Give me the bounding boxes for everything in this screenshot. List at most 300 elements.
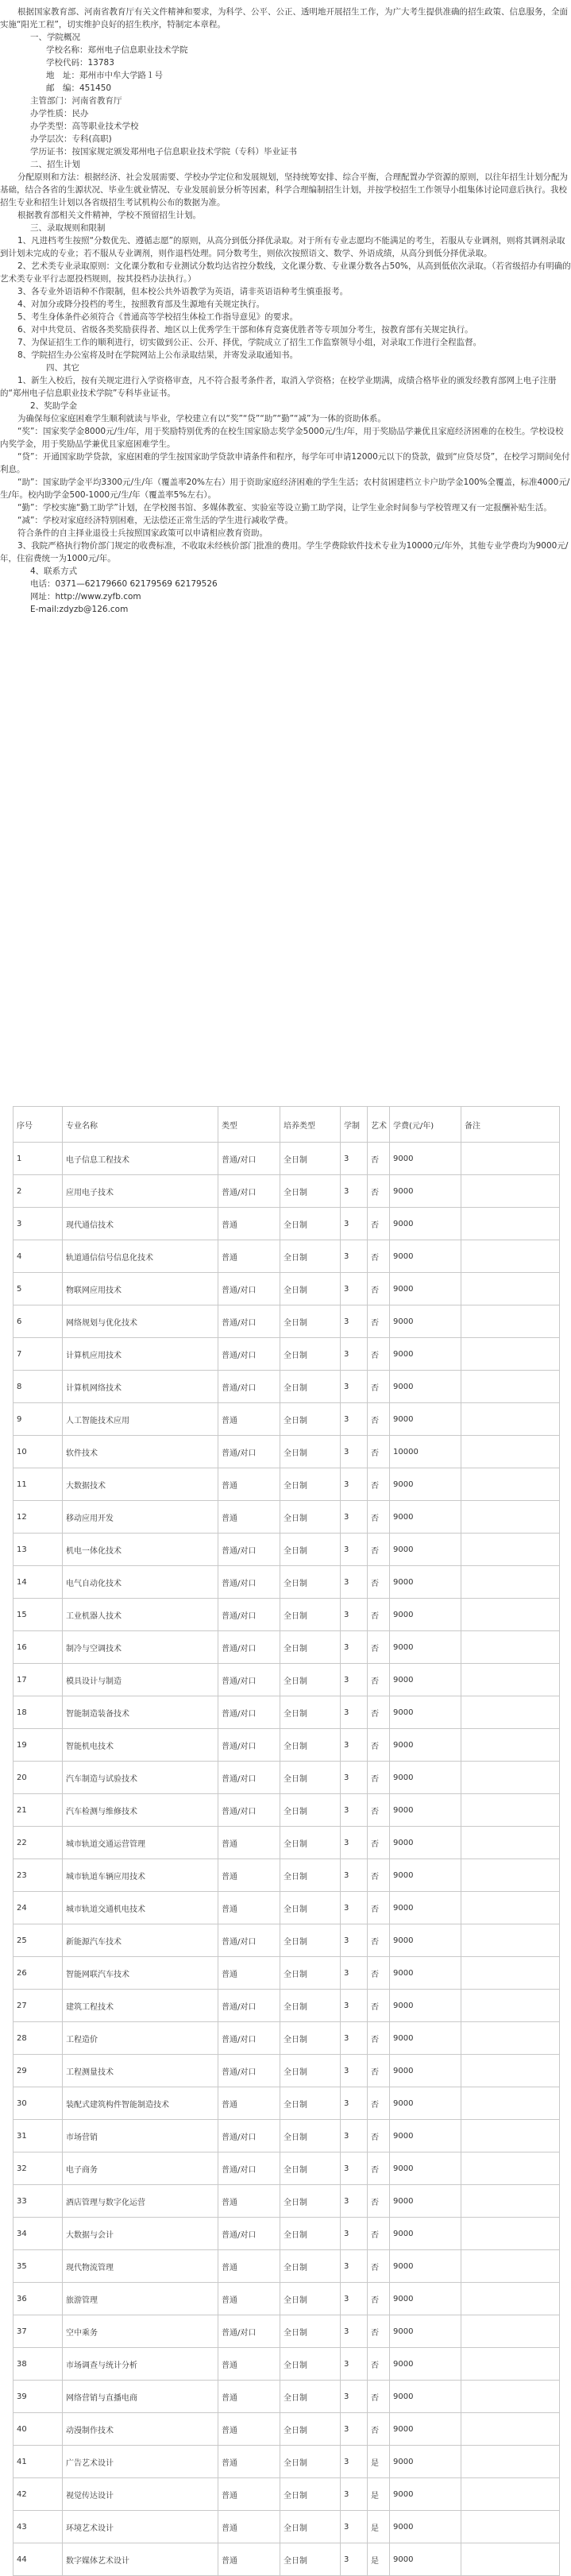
cell-study-mode: 全日制 [280,2381,341,2413]
cell-study-mode: 全日制 [280,1859,341,1892]
cell-duration: 3 [341,2218,368,2250]
cell-tuition: 9000 [390,2478,461,2511]
cell-remark [461,1631,560,1664]
cell-tuition: 9000 [390,1175,461,1208]
cell-remark [461,2250,560,2283]
table-row [14,2511,560,2543]
cell-duration: 3 [341,1664,368,1696]
cell-tuition: 9000 [390,1468,461,1501]
table-row [14,1729,560,1762]
cell-remark [461,2218,560,2250]
cell-tuition: 9000 [390,1729,461,1762]
cell-major-name: 城市轨道车辆应用技术 [63,1859,218,1892]
cell-tuition: 9000 [390,2087,461,2120]
cell-duration: 3 [341,1762,368,1794]
scholarship-paragraph: “助”：国家助学金平均3300元/生/年（覆盖率20%左右）用于资助家庭经济困难的学生生活；农村贫困建档立卡户助学金100%全覆盖，标准4000元/生/年。校内助学金500-1000元/生/年（覆盖率5%左右）。 [0,478,570,500]
cell-major-name: 计算机网络技术 [63,1371,218,1403]
cell-remark [461,1599,560,1631]
cell-index: 18 [14,1696,63,1729]
cell-duration: 3 [341,1468,368,1501]
cell-study-mode: 全日制 [280,1371,341,1403]
column-header: 培养类型 [280,1107,341,1143]
table-row [14,1924,560,1957]
cell-major-name: 大数据技术 [63,1468,218,1501]
cell-category: 普通/对口 [218,1305,280,1338]
cell-index: 38 [14,2348,63,2381]
cell-art: 否 [368,2152,390,2185]
school-address: 地 址：郑州市中牟大学路１号 [46,71,163,80]
table-row [14,1631,560,1664]
cell-duration: 3 [341,1534,368,1566]
cell-major-name: 机电一体化技术 [63,1534,218,1566]
cell-study-mode: 全日制 [280,2511,341,2543]
rule-item: 6、对中共党员、省级各类奖励获得者、地区以上优秀学生干部和体育竞赛优胜者等专项加分考生，按教育部有关规定执行。 [17,325,473,335]
cell-duration: 3 [341,1240,368,1273]
table-row [14,1990,560,2022]
cell-major-name: 大数据与会计 [63,2218,218,2250]
cell-duration: 3 [341,1924,368,1957]
cell-study-mode: 全日制 [280,1892,341,1924]
cell-category: 普通 [218,2543,280,2576]
cell-tuition: 9000 [390,2250,461,2283]
cell-study-mode: 全日制 [280,1338,341,1371]
cell-index: 44 [14,2543,63,2576]
cell-art: 否 [368,1501,390,1534]
cell-duration: 3 [341,1305,368,1338]
cell-category: 普通/对口 [218,2152,280,2185]
cell-study-mode: 全日制 [280,1208,341,1240]
cell-duration: 3 [341,2543,368,2576]
cell-duration: 3 [341,1403,368,1436]
cell-remark [461,1729,560,1762]
cell-category: 普通/对口 [218,1566,280,1599]
cell-category: 普通/对口 [218,1990,280,2022]
cell-duration: 3 [341,2446,368,2478]
cell-category: 普通/对口 [218,1338,280,1371]
cell-category: 普通/对口 [218,2022,280,2055]
scholarship-paragraph: 符合条件的自主择业退役士兵按照国家政策可以申请相应教育资助。 [17,528,268,538]
table-row [14,1696,560,1729]
cell-tuition: 9000 [390,1566,461,1599]
school-department: 主管部门：河南省教育厅 [30,96,122,106]
cell-study-mode: 全日制 [280,2218,341,2250]
cell-study-mode: 全日制 [280,1175,341,1208]
cell-major-name: 数字媒体艺术设计 [63,2543,218,2576]
cell-duration: 3 [341,1273,368,1305]
scholarship-paragraph: 为确保每位家庭困难学生顺利就读与毕业，学校建立有以“奖”“贷”“助”“勤”“减”为一体的资助体系。 [17,414,386,424]
section-heading-plan: 二、招生计划 [30,160,80,169]
cell-category: 普通 [218,2381,280,2413]
table-row [14,2446,560,2478]
cell-major-name: 市场营销 [63,2120,218,2152]
cell-major-name: 装配式建筑构件智能制造技术 [63,2087,218,2120]
cell-major-name: 城市轨道交通机电技术 [63,1892,218,1924]
cell-art: 是 [368,2478,390,2511]
cell-index: 32 [14,2152,63,2185]
cell-remark [461,1859,560,1892]
cell-category: 普通/对口 [218,1371,280,1403]
cell-study-mode: 全日制 [280,2185,341,2218]
cell-category: 普通 [218,2250,280,2283]
cell-major-name: 酒店管理与数字化运营 [63,2185,218,2218]
cell-tuition: 9000 [390,1240,461,1273]
section-heading-overview: 一、学院概况 [30,33,80,42]
cell-category: 普通/对口 [218,1631,280,1664]
column-header: 专业名称 [63,1107,218,1143]
cell-remark [461,2087,560,2120]
cell-index: 24 [14,1892,63,1924]
table-row [14,1208,560,1240]
cell-major-name: 网络营销与直播电商 [63,2381,218,2413]
cell-index: 11 [14,1468,63,1501]
cell-study-mode: 全日制 [280,1305,341,1338]
cell-remark [461,1305,560,1338]
cell-duration: 3 [341,1990,368,2022]
cell-duration: 3 [341,2511,368,2543]
cell-art: 否 [368,2413,390,2446]
cell-major-name: 电子信息工程技术 [63,1143,218,1175]
cell-study-mode: 全日制 [280,1143,341,1175]
cell-duration: 3 [341,2152,368,2185]
school-name: 学校名称：郑州电子信息职业技术学院 [46,45,188,55]
cell-duration: 3 [341,1175,368,1208]
cell-art: 否 [368,1631,390,1664]
cell-category: 普通 [218,1957,280,1990]
cell-study-mode: 全日制 [280,1924,341,1957]
cell-major-name: 移动应用开发 [63,1501,218,1534]
cell-index: 34 [14,2218,63,2250]
cell-study-mode: 全日制 [280,2348,341,2381]
cell-remark [461,1762,560,1794]
cell-tuition: 9000 [390,2218,461,2250]
table-row [14,1305,560,1338]
cell-art: 否 [368,1468,390,1501]
table-row [14,1371,560,1403]
cell-duration: 3 [341,2022,368,2055]
cell-index: 40 [14,2413,63,2446]
cell-art: 否 [368,2218,390,2250]
cell-tuition: 9000 [390,2381,461,2413]
school-level: 办学层次：专科(高职) [30,134,112,144]
cell-index: 35 [14,2250,63,2283]
cell-tuition: 9000 [390,1273,461,1305]
cell-duration: 3 [341,1957,368,1990]
cell-study-mode: 全日制 [280,1664,341,1696]
cell-remark [461,1664,560,1696]
table-row [14,2087,560,2120]
cell-major-name: 汽车检测与维修技术 [63,1794,218,1827]
cell-index: 29 [14,2055,63,2087]
cell-category: 普通 [218,1208,280,1240]
cell-study-mode: 全日制 [280,2152,341,2185]
cell-duration: 3 [341,1501,368,1534]
cell-study-mode: 全日制 [280,2022,341,2055]
cell-remark [461,1338,560,1371]
cell-art: 是 [368,2543,390,2576]
cell-index: 5 [14,1273,63,1305]
cell-art: 否 [368,1729,390,1762]
table-row [14,2120,560,2152]
cell-art: 否 [368,1924,390,1957]
cell-art: 否 [368,1208,390,1240]
cell-study-mode: 全日制 [280,1827,341,1859]
cell-art: 否 [368,1794,390,1827]
cell-study-mode: 全日制 [280,1436,341,1468]
table-row [14,1501,560,1534]
cell-category: 普通 [218,2087,280,2120]
cell-remark [461,1990,560,2022]
cell-major-name: 建筑工程技术 [63,1990,218,2022]
table-row [14,1859,560,1892]
cell-major-name: 市场调查与统计分析 [63,2348,218,2381]
cell-major-name: 电气自动化技术 [63,1566,218,1599]
cell-major-name: 空中乘务 [63,2315,218,2348]
table-row [14,1664,560,1696]
table-row [14,1794,560,1827]
cell-art: 否 [368,1990,390,2022]
cell-remark [461,1436,560,1468]
rule-item: 4、对加分或降分投档的考生，按照教育部及生源地有关规定执行。 [17,300,265,309]
cell-duration: 3 [341,1892,368,1924]
cell-duration: 3 [341,1859,368,1892]
cell-remark [461,2478,560,2511]
cell-category: 普通/对口 [218,1436,280,1468]
cell-duration: 3 [341,1566,368,1599]
cell-index: 12 [14,1501,63,1534]
rule-item: 2、艺术类专业录取原则：文化课分数和专业测试分数均达省控分数线，文化课分数、专业课分数各占50%，从高到低依次录取。（若省级招办有明确的艺术类专业平行志愿投档规则，按其投档办法执行。） [0,261,571,284]
cell-index: 14 [14,1566,63,1599]
table-row [14,2185,560,2218]
scholarship-paragraph: “奖”：国家奖学金8000元/生/年，用于奖励特别优秀的在校生国家励志奖学金5000元/生/年，用于奖励品学兼优且家庭经济困难的在校生。学校设校内奖学金，用于奖励品学兼优且家庭困难学生。 [0,427,564,449]
cell-tuition: 9000 [390,2022,461,2055]
cell-art: 是 [368,2446,390,2478]
table-body [14,1143,560,2576]
column-header: 类型 [218,1107,280,1143]
cell-major-name: 环境艺术设计 [63,2511,218,2543]
cell-category: 普通 [218,2348,280,2381]
plan-paragraph: 分配原则和方法：根据经济、社会发展需要、学校办学定位和发展规划，坚持统筹安排、综合平衡，合理配置办学资源的原则，以往年招生计划分配为基础，结合各省的生源状况、毕业生就业情况、专业发展前景分析等因素，科学合理编制招生计划，并按学校招生工作领导小组集体讨论同意后执行。我校招生专业和招生计划以各省级招生考试机构公布的数据为准。 [0,172,568,207]
cell-major-name: 智能机电技术 [63,1729,218,1762]
cell-tuition: 9000 [390,1371,461,1403]
cell-index: 10 [14,1436,63,1468]
column-header: 学制 [341,1107,368,1143]
table-row [14,2315,560,2348]
cell-index: 1 [14,1143,63,1175]
cell-index: 33 [14,2185,63,2218]
cell-duration: 3 [341,1696,368,1729]
cell-tuition: 9000 [390,1762,461,1794]
table-row [14,2152,560,2185]
cell-tuition: 9000 [390,1957,461,1990]
cell-art: 否 [368,1143,390,1175]
cell-major-name: 工业机器人技术 [63,1599,218,1631]
cell-tuition: 9000 [390,2152,461,2185]
cell-tuition: 9000 [390,1599,461,1631]
cell-major-name: 现代物流管理 [63,2250,218,2283]
cell-major-name: 应用电子技术 [63,1175,218,1208]
cell-index: 22 [14,1827,63,1859]
rule-item: 5、考生身体条件必须符合《普通高等学校招生体检工作指导意见》的要求。 [17,312,299,322]
table-row [14,1338,560,1371]
cell-tuition: 9000 [390,1696,461,1729]
cell-study-mode: 全日制 [280,2250,341,2283]
table-row [14,1566,560,1599]
cell-index: 42 [14,2478,63,2511]
table-row [14,1957,560,1990]
cell-major-name: 城市轨道交通运营管理 [63,1827,218,1859]
scholarship-heading: 2、奖助学金 [30,401,78,411]
cell-major-name: 工程造价 [63,2022,218,2055]
cell-remark [461,2413,560,2446]
cell-major-name: 新能源汽车技术 [63,1924,218,1957]
cell-art: 否 [368,1664,390,1696]
table-row [14,1240,560,1273]
table-row [14,2348,560,2381]
cell-art: 否 [368,1827,390,1859]
cell-art: 否 [368,2185,390,2218]
cell-remark [461,1143,560,1175]
cell-remark [461,2511,560,2543]
cell-category: 普通/对口 [218,1534,280,1566]
cell-duration: 3 [341,2413,368,2446]
cell-category: 普通/对口 [218,1696,280,1729]
cell-tuition: 9000 [390,1403,461,1436]
cell-index: 31 [14,2120,63,2152]
cell-art: 否 [368,2283,390,2315]
table-row [14,1468,560,1501]
cell-index: 26 [14,1957,63,1990]
cell-study-mode: 全日制 [280,1468,341,1501]
cell-category: 普通/对口 [218,1664,280,1696]
cell-remark [461,1468,560,1501]
cell-remark [461,2446,560,2478]
cell-index: 37 [14,2315,63,2348]
cell-art: 否 [368,1273,390,1305]
cell-index: 25 [14,1924,63,1957]
table-row [14,1175,560,1208]
cell-tuition: 9000 [390,2511,461,2543]
contact-phone: 电话：0371—62179660 62179569 62179526 [30,579,218,589]
cell-tuition: 9000 [390,1859,461,1892]
cell-study-mode: 全日制 [280,1403,341,1436]
cell-tuition: 9000 [390,2283,461,2315]
cell-major-name: 物联网应用技术 [63,1273,218,1305]
cell-remark [461,1892,560,1924]
cell-category: 普通 [218,1403,280,1436]
cell-remark [461,2152,560,2185]
cell-major-name: 视觉传达设计 [63,2478,218,2511]
cell-remark [461,1957,560,1990]
cell-remark [461,2055,560,2087]
document-text [0,0,571,616]
cell-index: 19 [14,1729,63,1762]
cell-remark [461,1403,560,1436]
cell-art: 否 [368,1696,390,1729]
cell-index: 20 [14,1762,63,1794]
cell-art: 否 [368,1403,390,1436]
scholarship-paragraph: “减”：学校对家庭经济特别困难，无法偿还正常生活的学生进行减收学费。 [17,516,293,525]
cell-category: 普通/对口 [218,2218,280,2250]
section-heading-rules: 三、录取规则和限制 [30,223,106,233]
contact-email[interactable]: E-mail:zdyzb@126.com [30,605,129,614]
cell-duration: 3 [341,2283,368,2315]
table-row [14,1403,560,1436]
cell-study-mode: 全日制 [280,1631,341,1664]
table-row [14,1599,560,1631]
table-row [14,2413,560,2446]
table-row [14,2543,560,2576]
cell-tuition: 9000 [390,2348,461,2381]
cell-major-name: 智能网联汽车技术 [63,1957,218,1990]
cell-major-name: 智能制造装备技术 [63,1696,218,1729]
fee-paragraph: 3、我院严格执行物价部门规定的收费标准，不收取未经核价部门批准的费用。学生学费除软件技术专业为10000元/年外，其他专业学费均为9000元/年，住宿费统一为1000元/年。 [0,541,569,563]
table-row [14,2250,560,2283]
table-row [14,1534,560,1566]
cell-remark [461,1240,560,1273]
cell-tuition: 9000 [390,1143,461,1175]
cell-index: 36 [14,2283,63,2315]
cell-duration: 3 [341,2120,368,2152]
cell-index: 28 [14,2022,63,2055]
intro-paragraph: 根据国家教育部、河南省教育厅有关文件精神和要求，为科学、公平、公正、透明地开展招生工作，为广大考生提供准确的招生政策、信息服务，全面实施“阳光工程”，切实维护良好的招生秩序，特制定本章程。 [0,7,568,29]
cell-study-mode: 全日制 [280,1957,341,1990]
cell-tuition: 9000 [390,2446,461,2478]
cell-category: 普通 [218,1240,280,1273]
column-header: 序号 [14,1107,63,1143]
cell-major-name: 动漫制作技术 [63,2413,218,2446]
cell-major-name: 工程测量技术 [63,2055,218,2087]
plan-note: 根据教育部相关文件精神，学校不预留招生计划。 [17,211,201,220]
cell-tuition: 9000 [390,2543,461,2576]
cell-index: 43 [14,2511,63,2543]
cell-remark [461,1208,560,1240]
cell-remark [461,1501,560,1534]
cell-art: 是 [368,2511,390,2543]
cell-remark [461,1924,560,1957]
cell-category: 普通/对口 [218,1273,280,1305]
cell-index: 13 [14,1534,63,1566]
cell-art: 否 [368,1762,390,1794]
cell-study-mode: 全日制 [280,1990,341,2022]
cell-study-mode: 全日制 [280,2413,341,2446]
cell-art: 否 [368,1338,390,1371]
cell-study-mode: 全日制 [280,2283,341,2315]
column-header: 学费(元/年) [390,1107,461,1143]
cell-duration: 3 [341,2381,368,2413]
cell-remark [461,2022,560,2055]
table-row [14,1762,560,1794]
cell-remark [461,1566,560,1599]
cell-major-name: 电子商务 [63,2152,218,2185]
cell-tuition: 9000 [390,2315,461,2348]
cell-remark [461,1794,560,1827]
cell-tuition: 9000 [390,1892,461,1924]
cell-study-mode: 全日制 [280,2478,341,2511]
contact-website[interactable]: 网址：http://www.zyfb.com [30,592,141,601]
table-row [14,2381,560,2413]
cell-index: 6 [14,1305,63,1338]
rule-item: 1、凡进档考生按照“分数优先、遵循志愿”的原则，从高分到低分择优录取。对于所有专业志愿均不能满足的考生，若服从专业调剂，则将其调剂录取到计划未完成的专业；若不服从专业调剂，则作退档处理。同分数考生，则依次按照语文、数学、外语成绩，从高分到低分择优录取。 [0,236,565,258]
cell-category: 普通/对口 [218,1924,280,1957]
cell-index: 23 [14,1859,63,1892]
cell-category: 普通/对口 [218,2120,280,2152]
cell-art: 否 [368,2381,390,2413]
table-header-row [14,1107,560,1143]
cell-major-name: 软件技术 [63,1436,218,1468]
cell-tuition: 9000 [390,2413,461,2446]
cell-tuition: 9000 [390,1338,461,1371]
table-row [14,2283,560,2315]
